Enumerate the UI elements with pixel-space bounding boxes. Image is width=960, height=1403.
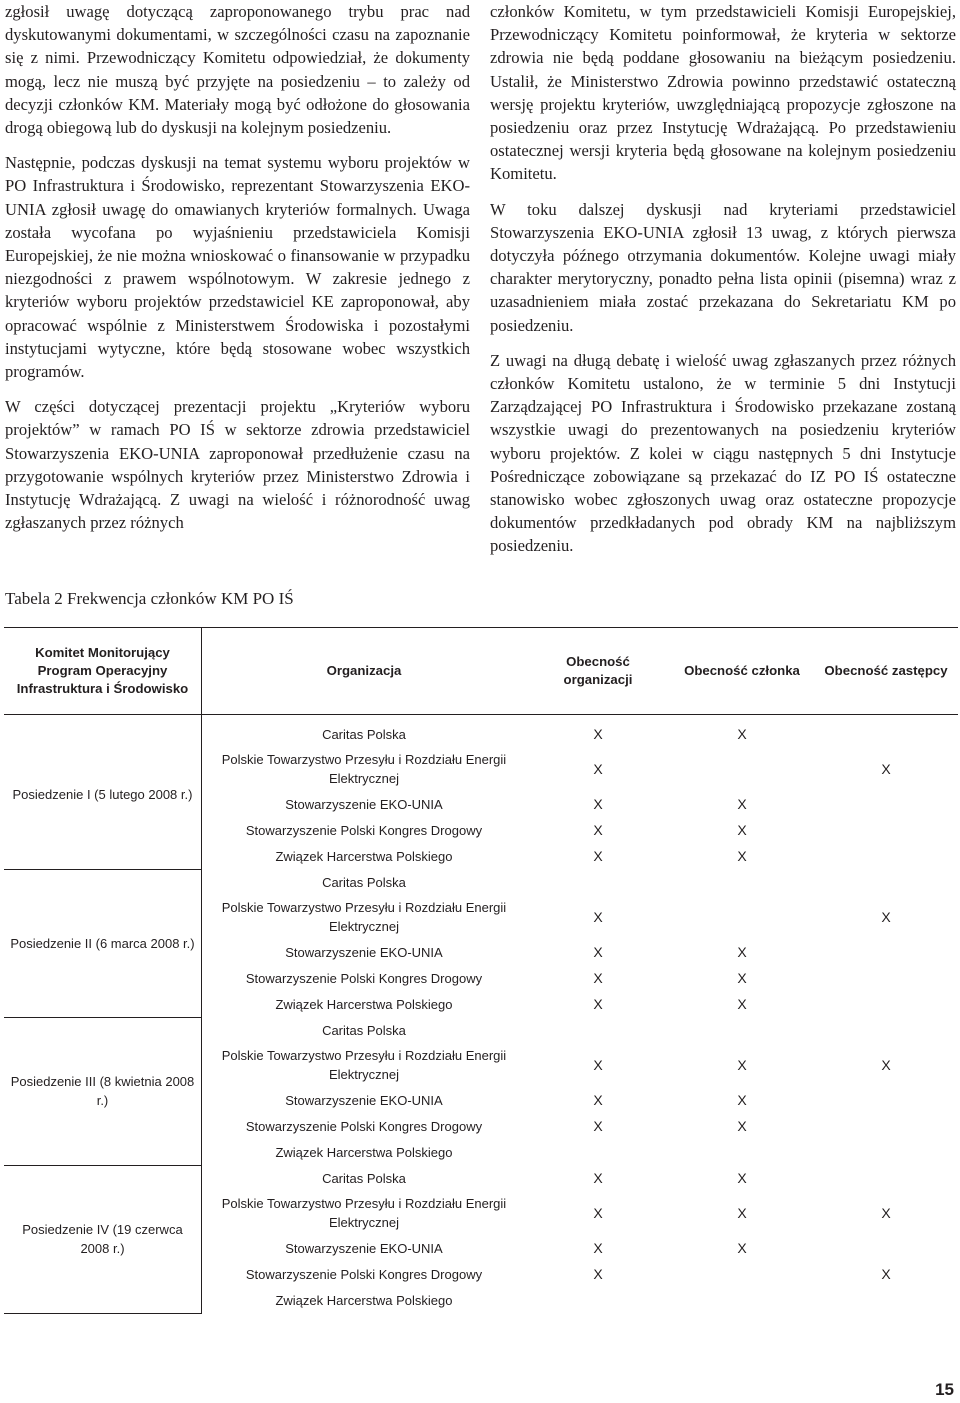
deputy-presence-cell — [814, 1017, 958, 1043]
organization-cell: Stowarzyszenie EKO-UNIA — [285, 1092, 443, 1108]
member-presence-cell: X — [737, 995, 747, 1012]
organization-cell: Caritas Polska — [322, 1022, 406, 1038]
deputy-presence-cell — [814, 869, 958, 895]
organization-cell: Stowarzyszenie Polski Kongres Drogowy — [245, 1266, 483, 1282]
member-presence-cell: X — [737, 847, 747, 864]
header-org-presence: Obecność organizacji — [526, 628, 670, 715]
paragraph: W toku dalszej dyskusji nad kryteriami przedstawiciel Stowarzyszenia EKO-UNIA zgłosił 13 uwag, z których pierwsza dotyczyła późnego otrzymania dokumentów. Kolejne uwagi miały charakter merytoryczny, ponadto pełna lista opinii (pisemna) wraz z uzasadnieniem miała zostać przekazana do Sekretariatu KM po posiedzeniu. — [490, 199, 956, 335]
session-cell: Posiedzenie III (8 kwietnia 2008 r.) — [4, 1017, 201, 1165]
org-presence-cell: X — [593, 1169, 603, 1186]
member-presence-cell — [670, 747, 814, 791]
deputy-presence-cell — [814, 1287, 958, 1313]
session-cell: Posiedzenie IV (19 czerwca 2008 r.) — [4, 1165, 201, 1313]
member-presence-cell — [670, 1139, 814, 1165]
member-presence-cell: X — [737, 1117, 747, 1134]
deputy-presence-cell — [814, 1235, 958, 1261]
org-presence-cell: X — [593, 821, 603, 838]
org-presence-cell: X — [593, 1056, 603, 1073]
org-presence-cell — [526, 1017, 670, 1043]
deputy-presence-cell — [814, 791, 958, 817]
paragraph: W części dotyczącej prezentacji projektu „Kryteriów wyboru projektów” w ramach PO IŚ w sektorze zdrowia przedstawiciel Stowarzyszenia EKO-UNIA zaproponował przedłużenie czasu na przygotowanie wspólnych kryteriów przez Ministerstwo Zdrowia i Instytucję Wdrażającą. Z uwagi na wielość i różnorodność uwag zgłaszanych przez różnych — [5, 397, 470, 533]
deputy-presence-cell: X — [881, 1265, 891, 1282]
org-presence-cell: X — [593, 847, 603, 864]
table-caption: Tabela 2 Frekwencja członków KM PO IŚ — [5, 589, 294, 608]
organization-cell: Caritas Polska — [322, 726, 406, 742]
deputy-presence-cell — [814, 939, 958, 965]
org-presence-cell: X — [593, 969, 603, 986]
member-presence-cell: X — [737, 1204, 747, 1221]
organization-cell: Stowarzyszenie EKO-UNIA — [285, 796, 443, 812]
table-body — [4, 715, 958, 1314]
member-presence-cell: X — [737, 1239, 747, 1256]
deputy-presence-cell: X — [881, 1056, 891, 1073]
deputy-presence-cell: X — [881, 908, 891, 925]
deputy-presence-cell — [814, 1139, 958, 1165]
org-presence-cell: X — [593, 1265, 603, 1282]
paragraph: Następnie, podczas dyskusji na temat systemu wyboru projektów w PO Infrastruktura i Środowisko, reprezentant Stowarzyszenia EKO-UNIA zgłosił uwagę do omawianych kryteriów formalnych. Uwaga została wycofana po wyjaśnieniu przedstawiciela Komisji Europejskiej, że nie można wnioskować o finansowanie w przypadku niezgodności z prawem wspólnotowym. W zakresie jednego z kryteriów wyboru projektów przedstawiciel KE zaproponował, aby opracować wspólnie z Ministerstwem Środowiska i pozostałymi instytucjami wytyczne, które będą stosowane wobec wszystkich programów. — [5, 153, 470, 382]
session-cell: Posiedzenie I (5 lutego 2008 r.) — [4, 715, 201, 870]
organization-cell: Stowarzyszenie Polski Kongres Drogowy — [245, 970, 483, 986]
org-presence-cell — [526, 1287, 670, 1313]
member-presence-cell: X — [737, 969, 747, 986]
org-presence-cell: X — [593, 1117, 603, 1134]
organization-cell: Caritas Polska — [322, 1170, 406, 1186]
left-text-column — [5, 0, 470, 546]
organization-cell: Związek Harcerstwa Polskiego — [275, 996, 453, 1012]
org-presence-cell — [526, 869, 670, 895]
member-presence-cell — [670, 895, 814, 939]
table-row — [4, 1165, 958, 1191]
header-deputy-presence: Obecność zastępcy — [814, 628, 958, 715]
table-row — [4, 869, 958, 895]
right-text-column — [490, 0, 956, 570]
member-presence-cell — [670, 869, 814, 895]
deputy-presence-cell: X — [881, 1204, 891, 1221]
organization-cell: Polskie Towarzystwo Przesyłu i Rozdziału Energii Elektrycznej — [221, 900, 507, 934]
deputy-presence-cell — [814, 991, 958, 1017]
org-presence-cell: X — [593, 1239, 603, 1256]
deputy-presence-cell — [814, 1165, 958, 1191]
org-presence-cell: X — [593, 1204, 603, 1221]
organization-cell: Związek Harcerstwa Polskiego — [275, 1144, 453, 1160]
organization-cell: Stowarzyszenie Polski Kongres Drogowy — [245, 1118, 483, 1134]
paragraph: członków Komitetu, w tym przedstawicieli Komisji Europejskiej, Przewodniczący Komitetu poinformował, że kryteria w sektorze zdrowia nie będą poddane głosowaniu na bieżącym posiedzeniu. Ustalił, że Ministerstwo Zdrowia powinno przedstawić ostateczną wersję projektu kryteriów, uwzględniającą propozycje zgłoszone na posiedzeniu oraz przez Instytucję Wdrażającą. Po przedstawieniu ostatecznej wersji kryteria będą głosowane na kolejnym posiedzeniu Komitetu. — [490, 2, 956, 184]
member-presence-cell: X — [737, 1169, 747, 1186]
org-presence-cell: X — [593, 795, 603, 812]
org-presence-cell: X — [593, 943, 603, 960]
table-row — [4, 715, 958, 748]
organization-cell: Polskie Towarzystwo Przesyłu i Rozdziału Energii Elektrycznej — [221, 1048, 507, 1082]
org-presence-cell: X — [593, 995, 603, 1012]
organization-cell: Stowarzyszenie EKO-UNIA — [285, 944, 443, 960]
header-committee: Komitet Monitorujący Program Operacyjny Infrastruktura i Środowisko — [4, 628, 201, 715]
member-presence-cell — [670, 1287, 814, 1313]
deputy-presence-cell — [814, 1087, 958, 1113]
organization-cell: Związek Harcerstwa Polskiego — [275, 1292, 453, 1308]
organization-cell: Polskie Towarzystwo Przesyłu i Rozdziału Energii Elektrycznej — [221, 752, 507, 786]
org-presence-cell: X — [593, 725, 603, 742]
paragraph: zgłosił uwagę dotyczącą zaproponowanego trybu prac nad dyskutowanymi dokumentami, w szczególności czasu na zapoznanie się z nimi. Przewodniczący Komitetu odpowiedział, że dokumenty mogą, lecz nie muszą być przyjęte na posiedzeniu – to zależy od decyzji członków KM. Materiały mogą być odłożone do głosowania drogą obiegową lub do dyskusji na kolejnym posiedzeniu. — [5, 2, 470, 138]
member-presence-cell: X — [737, 725, 747, 742]
member-presence-cell — [670, 1017, 814, 1043]
session-cell: Posiedzenie II (6 marca 2008 r.) — [4, 869, 201, 1017]
deputy-presence-cell — [814, 715, 958, 748]
org-presence-cell: X — [593, 760, 603, 777]
deputy-presence-cell — [814, 1113, 958, 1139]
header-member-presence: Obecność członka — [670, 628, 814, 715]
member-presence-cell: X — [737, 1091, 747, 1108]
member-presence-cell: X — [737, 795, 747, 812]
organization-cell: Caritas Polska — [322, 874, 406, 890]
member-presence-cell: X — [737, 1056, 747, 1073]
member-presence-cell: X — [737, 943, 747, 960]
table-header-row — [4, 628, 958, 715]
attendance-table — [4, 627, 958, 1314]
organization-cell: Stowarzyszenie EKO-UNIA — [285, 1240, 443, 1256]
deputy-presence-cell: X — [881, 760, 891, 777]
deputy-presence-cell — [814, 965, 958, 991]
org-presence-cell: X — [593, 1091, 603, 1108]
member-presence-cell: X — [737, 821, 747, 838]
organization-cell: Polskie Towarzystwo Przesyłu i Rozdziału Energii Elektrycznej — [221, 1196, 507, 1230]
organization-cell: Stowarzyszenie Polski Kongres Drogowy — [245, 822, 483, 838]
table-row — [4, 1017, 958, 1043]
header-organization: Organizacja — [201, 628, 526, 715]
org-presence-cell: X — [593, 908, 603, 925]
page-number: 15 — [935, 1380, 954, 1399]
organization-cell: Związek Harcerstwa Polskiego — [275, 848, 453, 864]
deputy-presence-cell — [814, 817, 958, 843]
deputy-presence-cell — [814, 843, 958, 869]
paragraph: Z uwagi na długą debatę i wielość uwag zgłaszanych przez różnych członków Komitetu ustalono, że w terminie 5 dni Instytucji Zarządzającej PO Infrastruktura i Środowisko przekazane zostaną wszystkie uwagi do prezentowanych na posiedzeniu kryteriów wyboru projektów. Z kolei w ciągu następnych 5 dni Instytucje Pośredniczące zobowiązane są przekazać do IZ PO IŚ ostateczne stanowisko wobec zgłoszonych uwag oraz ostateczne propozycje dokumentów przedkładanych pod obrady KM na najbliższym posiedzeniu. — [490, 350, 956, 556]
org-presence-cell — [526, 1139, 670, 1165]
member-presence-cell — [670, 1261, 814, 1287]
